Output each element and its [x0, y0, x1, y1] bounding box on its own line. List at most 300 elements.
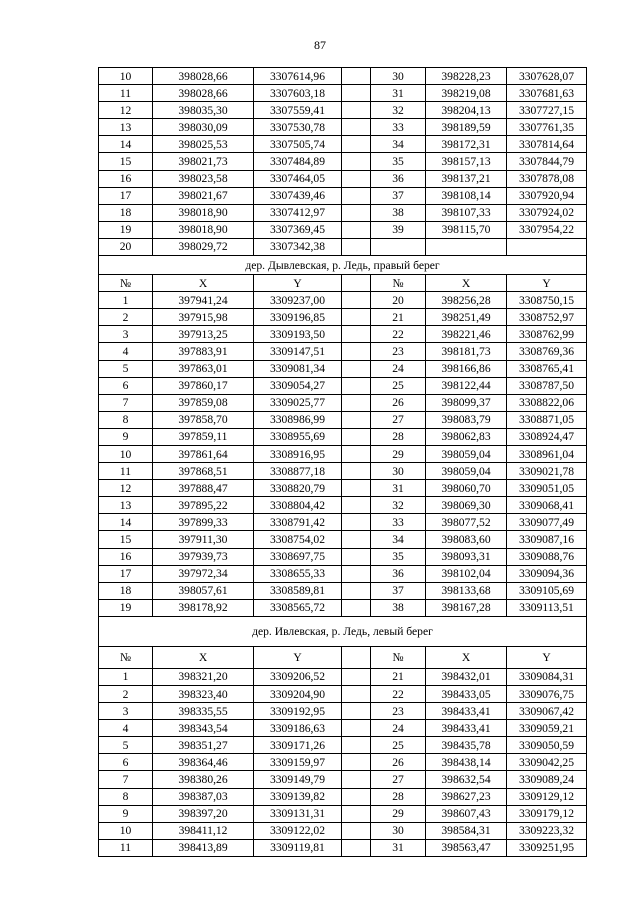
- spacer-cell: [342, 548, 371, 565]
- point-number-cell: 33: [371, 119, 426, 136]
- page-number: 87: [314, 38, 326, 52]
- spacer-cell: [342, 394, 371, 411]
- table-row: [99, 445, 587, 462]
- point-number-cell: 26: [371, 394, 426, 411]
- point-number-cell: 16: [99, 548, 153, 565]
- y-coordinate-cell: 3309025,77: [254, 394, 342, 411]
- spacer-cell: [342, 102, 371, 119]
- x-coordinate-cell: 398256,28: [426, 292, 507, 309]
- point-number-cell: 23: [371, 343, 426, 360]
- point-number-cell: 11: [99, 463, 153, 480]
- x-coordinate-cell: 397895,22: [153, 497, 254, 514]
- table-row: [99, 686, 587, 703]
- spacer-cell: [342, 788, 371, 805]
- x-coordinate-cell: 398025,53: [153, 136, 254, 153]
- table-row: [99, 805, 587, 822]
- section-title-row: [99, 616, 587, 646]
- table-row: [99, 136, 587, 153]
- spacer-cell: [342, 68, 371, 85]
- x-coordinate-cell: 398099,37: [426, 394, 507, 411]
- spacer-cell: [342, 360, 371, 377]
- x-coordinate-cell: 398028,66: [153, 68, 254, 85]
- point-number-cell: 21: [371, 309, 426, 326]
- point-number-cell: 12: [99, 102, 153, 119]
- table-row: [99, 771, 587, 788]
- y-coordinate-cell: 3309251,95: [507, 839, 587, 856]
- point-number-cell: 26: [371, 754, 426, 771]
- y-coordinate-cell: 3307628,07: [507, 68, 587, 85]
- y-coordinate-cell: 3308791,42: [254, 514, 342, 531]
- x-coordinate-cell: 398411,12: [153, 822, 254, 839]
- table-row: [99, 204, 587, 221]
- table-row: [99, 668, 587, 685]
- point-number-cell: 4: [99, 720, 153, 737]
- x-coordinate-cell: 398627,23: [426, 788, 507, 805]
- point-number-cell: 32: [371, 102, 426, 119]
- x-coordinate-cell: 397939,73: [153, 548, 254, 565]
- spacer-cell: [342, 805, 371, 822]
- y-coordinate-cell: 3309068,41: [507, 497, 587, 514]
- point-number-cell: 34: [371, 136, 426, 153]
- point-number-cell: 16: [99, 170, 153, 187]
- point-number-cell: 9: [99, 428, 153, 445]
- spacer-cell: [342, 275, 371, 292]
- y-coordinate-cell: 3307878,08: [507, 170, 587, 187]
- spacer-cell: [342, 119, 371, 136]
- point-number-cell: 34: [371, 531, 426, 548]
- table-row: [99, 68, 587, 85]
- table-row: [99, 119, 587, 136]
- y-coordinate-cell: 3309050,59: [507, 737, 587, 754]
- point-number-cell: 6: [99, 754, 153, 771]
- point-number-cell: 32: [371, 497, 426, 514]
- x-coordinate-cell: 398030,09: [153, 119, 254, 136]
- point-number-cell: 31: [371, 839, 426, 856]
- table-row: [99, 737, 587, 754]
- y-coordinate-cell: 3308924,47: [507, 428, 587, 445]
- x-coordinate-cell: 398387,03: [153, 788, 254, 805]
- spacer-cell: [342, 136, 371, 153]
- point-number-cell: 22: [371, 686, 426, 703]
- x-coordinate-cell: 397888,47: [153, 480, 254, 497]
- y-coordinate-cell: 3307530,78: [254, 119, 342, 136]
- table-row: [99, 822, 587, 839]
- y-coordinate-cell: 3309089,24: [507, 771, 587, 788]
- y-coordinate-cell: 3308655,33: [254, 565, 342, 582]
- x-coordinate-cell: 398102,04: [426, 565, 507, 582]
- point-number-cell: 13: [99, 497, 153, 514]
- table-row: [99, 85, 587, 102]
- x-coordinate-cell: 398323,40: [153, 686, 254, 703]
- x-coordinate-cell: 398251,49: [426, 309, 507, 326]
- point-number-cell: 14: [99, 514, 153, 531]
- x-coordinate-cell: 397911,30: [153, 531, 254, 548]
- y-coordinate-cell: 3309192,95: [254, 703, 342, 720]
- point-number-cell: 30: [371, 68, 426, 85]
- point-number-cell: 24: [371, 360, 426, 377]
- y-coordinate-cell: 3307761,35: [507, 119, 587, 136]
- y-coordinate-cell: 3309206,52: [254, 668, 342, 685]
- spacer-cell: [342, 599, 371, 616]
- point-number-cell: 20: [99, 238, 153, 255]
- y-coordinate-cell: 3308916,95: [254, 445, 342, 462]
- x-coordinate-cell: 398380,26: [153, 771, 254, 788]
- x-coordinate-cell: 397858,70: [153, 411, 254, 428]
- x-coordinate-cell: 398607,43: [426, 805, 507, 822]
- y-coordinate-cell: 3309131,31: [254, 805, 342, 822]
- table-row: [99, 187, 587, 204]
- x-coordinate-cell: 398035,30: [153, 102, 254, 119]
- x-coordinate-cell: 398029,72: [153, 238, 254, 255]
- x-coordinate-cell: [426, 238, 507, 255]
- point-number-cell: 2: [99, 686, 153, 703]
- point-number-cell: 17: [99, 187, 153, 204]
- x-coordinate-cell: 398397,20: [153, 805, 254, 822]
- x-coordinate-cell: 398632,54: [426, 771, 507, 788]
- y-coordinate-cell: 3307559,41: [254, 102, 342, 119]
- point-number-cell: 33: [371, 514, 426, 531]
- point-number-cell: 23: [371, 703, 426, 720]
- table-row: [99, 703, 587, 720]
- point-number-cell: 8: [99, 788, 153, 805]
- section-title-row: [99, 256, 587, 275]
- x-coordinate-cell: 398181,73: [426, 343, 507, 360]
- point-number-cell: 35: [371, 548, 426, 565]
- x-coordinate-cell: X: [153, 275, 254, 292]
- spacer-cell: [342, 480, 371, 497]
- y-coordinate-cell: 3308822,06: [507, 394, 587, 411]
- y-coordinate-cell: 3307412,97: [254, 204, 342, 221]
- y-coordinate-cell: 3309076,75: [507, 686, 587, 703]
- table-row: [99, 360, 587, 377]
- x-coordinate-cell: 398335,55: [153, 703, 254, 720]
- point-number-cell: 10: [99, 68, 153, 85]
- point-number-cell: 27: [371, 771, 426, 788]
- table-row: [99, 343, 587, 360]
- point-number-cell: 7: [99, 394, 153, 411]
- y-coordinate-cell: 3309021,78: [507, 463, 587, 480]
- y-coordinate-cell: 3309122,02: [254, 822, 342, 839]
- point-number-cell: 13: [99, 119, 153, 136]
- point-number-cell: [371, 238, 426, 255]
- x-coordinate-cell: 398093,31: [426, 548, 507, 565]
- x-coordinate-cell: 398219,08: [426, 85, 507, 102]
- y-coordinate-cell: 3309179,12: [507, 805, 587, 822]
- y-coordinate-cell: 3309159,97: [254, 754, 342, 771]
- y-coordinate-cell: 3309129,12: [507, 788, 587, 805]
- point-number-cell: 21: [371, 668, 426, 685]
- point-number-cell: 6: [99, 377, 153, 394]
- spacer-cell: [342, 686, 371, 703]
- y-coordinate-cell: 3308871,05: [507, 411, 587, 428]
- spacer-cell: [342, 326, 371, 343]
- y-coordinate-cell: 3308762,99: [507, 326, 587, 343]
- point-number-cell: №: [99, 646, 153, 668]
- x-coordinate-cell: 398433,05: [426, 686, 507, 703]
- y-coordinate-cell: 3309147,51: [254, 343, 342, 360]
- y-coordinate-cell: 3307505,74: [254, 136, 342, 153]
- point-number-cell: 17: [99, 565, 153, 582]
- point-number-cell: 9: [99, 805, 153, 822]
- point-number-cell: 7: [99, 771, 153, 788]
- spacer-cell: [342, 153, 371, 170]
- spacer-cell: [342, 497, 371, 514]
- point-number-cell: 10: [99, 445, 153, 462]
- x-coordinate-cell: 397972,34: [153, 565, 254, 582]
- point-number-cell: 18: [99, 582, 153, 599]
- y-coordinate-cell: Y: [507, 275, 587, 292]
- point-number-cell: 1: [99, 668, 153, 685]
- table-row: [99, 102, 587, 119]
- point-number-cell: 19: [99, 221, 153, 238]
- y-coordinate-cell: 3309081,34: [254, 360, 342, 377]
- point-number-cell: 28: [371, 788, 426, 805]
- y-coordinate-cell: 3309051,05: [507, 480, 587, 497]
- point-number-cell: 14: [99, 136, 153, 153]
- y-coordinate-cell: 3307727,15: [507, 102, 587, 119]
- y-coordinate-cell: 3309119,81: [254, 839, 342, 856]
- point-number-cell: 4: [99, 343, 153, 360]
- x-coordinate-cell: 397861,64: [153, 445, 254, 462]
- spacer-cell: [342, 238, 371, 255]
- table-row: [99, 238, 587, 255]
- x-coordinate-cell: 398115,70: [426, 221, 507, 238]
- point-number-cell: 5: [99, 737, 153, 754]
- y-coordinate-cell: 3307844,79: [507, 153, 587, 170]
- x-coordinate-cell: 398228,23: [426, 68, 507, 85]
- y-coordinate-cell: 3309237,00: [254, 292, 342, 309]
- y-coordinate-cell: 3309042,25: [507, 754, 587, 771]
- spacer-cell: [342, 463, 371, 480]
- x-coordinate-cell: 398083,60: [426, 531, 507, 548]
- spacer-cell: [342, 204, 371, 221]
- spacer-cell: [342, 720, 371, 737]
- x-coordinate-cell: 398018,90: [153, 221, 254, 238]
- x-coordinate-cell: 398108,14: [426, 187, 507, 204]
- spacer-cell: [342, 822, 371, 839]
- x-coordinate-cell: 398584,31: [426, 822, 507, 839]
- point-number-cell: 1: [99, 292, 153, 309]
- spacer-cell: [342, 170, 371, 187]
- x-coordinate-cell: 398062,83: [426, 428, 507, 445]
- table-row: [99, 326, 587, 343]
- point-number-cell: 15: [99, 153, 153, 170]
- point-number-cell: 12: [99, 480, 153, 497]
- table-row: [99, 514, 587, 531]
- y-coordinate-cell: 3309193,50: [254, 326, 342, 343]
- y-coordinate-cell: Y: [507, 646, 587, 668]
- point-number-cell: 38: [371, 204, 426, 221]
- x-coordinate-cell: 398438,14: [426, 754, 507, 771]
- spacer-cell: [342, 514, 371, 531]
- y-coordinate-cell: 3309094,36: [507, 565, 587, 582]
- x-coordinate-cell: 398563,47: [426, 839, 507, 856]
- spacer-cell: [342, 85, 371, 102]
- y-coordinate-cell: 3309113,51: [507, 599, 587, 616]
- table-row: [99, 153, 587, 170]
- y-coordinate-cell: 3307681,63: [507, 85, 587, 102]
- y-coordinate-cell: 3308697,75: [254, 548, 342, 565]
- point-number-cell: 31: [371, 480, 426, 497]
- point-number-cell: 38: [371, 599, 426, 616]
- x-coordinate-cell: 398435,78: [426, 737, 507, 754]
- point-number-cell: 8: [99, 411, 153, 428]
- x-coordinate-cell: 397941,24: [153, 292, 254, 309]
- x-coordinate-cell: 398028,66: [153, 85, 254, 102]
- table-row: [99, 394, 587, 411]
- y-coordinate-cell: 3307954,22: [507, 221, 587, 238]
- x-coordinate-cell: 398432,01: [426, 668, 507, 685]
- y-coordinate-cell: 3308750,15: [507, 292, 587, 309]
- point-number-cell: 36: [371, 170, 426, 187]
- table-row: [99, 309, 587, 326]
- x-coordinate-cell: 398321,20: [153, 668, 254, 685]
- x-coordinate-cell: 398023,58: [153, 170, 254, 187]
- x-coordinate-cell: 398167,28: [426, 599, 507, 616]
- x-coordinate-cell: 397883,91: [153, 343, 254, 360]
- section-title: дер. Дывлевская, р. Ледь, правый берег: [99, 256, 587, 275]
- y-coordinate-cell: 3308961,04: [507, 445, 587, 462]
- y-coordinate-cell: 3308752,97: [507, 309, 587, 326]
- point-number-cell: 3: [99, 703, 153, 720]
- point-number-cell: 22: [371, 326, 426, 343]
- header-row: [99, 646, 587, 668]
- point-number-cell: 37: [371, 582, 426, 599]
- x-coordinate-cell: 398083,79: [426, 411, 507, 428]
- point-number-cell: 19: [99, 599, 153, 616]
- point-number-cell: 5: [99, 360, 153, 377]
- y-coordinate-cell: 3307484,89: [254, 153, 342, 170]
- x-coordinate-cell: 398166,86: [426, 360, 507, 377]
- spacer-cell: [342, 187, 371, 204]
- y-coordinate-cell: 3308986,99: [254, 411, 342, 428]
- y-coordinate-cell: 3309204,90: [254, 686, 342, 703]
- spacer-cell: [342, 292, 371, 309]
- point-number-cell: 3: [99, 326, 153, 343]
- spacer-cell: [342, 737, 371, 754]
- y-coordinate-cell: 3307603,18: [254, 85, 342, 102]
- spacer-cell: [342, 839, 371, 856]
- x-coordinate-cell: X: [153, 646, 254, 668]
- y-coordinate-cell: 3308877,18: [254, 463, 342, 480]
- spacer-cell: [342, 343, 371, 360]
- table-row: [99, 754, 587, 771]
- y-coordinate-cell: 3309105,69: [507, 582, 587, 599]
- header-row: [99, 275, 587, 292]
- table-row: [99, 480, 587, 497]
- table-row: [99, 497, 587, 514]
- point-number-cell: 29: [371, 805, 426, 822]
- y-coordinate-cell: 3307369,45: [254, 221, 342, 238]
- table-row: [99, 377, 587, 394]
- x-coordinate-cell: 398364,46: [153, 754, 254, 771]
- x-coordinate-cell: 398122,44: [426, 377, 507, 394]
- table-row: [99, 463, 587, 480]
- point-number-cell: №: [371, 646, 426, 668]
- table-row: [99, 599, 587, 616]
- y-coordinate-cell: 3307814,64: [507, 136, 587, 153]
- point-number-cell: 2: [99, 309, 153, 326]
- x-coordinate-cell: 398021,73: [153, 153, 254, 170]
- coordinates-table: [98, 67, 587, 857]
- x-coordinate-cell: 398057,61: [153, 582, 254, 599]
- table-row: [99, 531, 587, 548]
- point-number-cell: 31: [371, 85, 426, 102]
- spacer-cell: [342, 428, 371, 445]
- x-coordinate-cell: 398018,90: [153, 204, 254, 221]
- y-coordinate-cell: 3307614,96: [254, 68, 342, 85]
- x-coordinate-cell: 398172,31: [426, 136, 507, 153]
- y-coordinate-cell: [507, 238, 587, 255]
- point-number-cell: 11: [99, 839, 153, 856]
- y-coordinate-cell: 3308787,50: [507, 377, 587, 394]
- table-row: [99, 582, 587, 599]
- point-number-cell: 37: [371, 187, 426, 204]
- x-coordinate-cell: 398059,04: [426, 463, 507, 480]
- y-coordinate-cell: Y: [254, 275, 342, 292]
- point-number-cell: 20: [371, 292, 426, 309]
- x-coordinate-cell: 398077,52: [426, 514, 507, 531]
- table-row: [99, 788, 587, 805]
- point-number-cell: 36: [371, 565, 426, 582]
- x-coordinate-cell: 398433,41: [426, 703, 507, 720]
- y-coordinate-cell: 3309088,76: [507, 548, 587, 565]
- point-number-cell: 18: [99, 204, 153, 221]
- point-number-cell: 30: [371, 822, 426, 839]
- y-coordinate-cell: 3309171,26: [254, 737, 342, 754]
- table-row: [99, 411, 587, 428]
- table-row: [99, 720, 587, 737]
- x-coordinate-cell: X: [426, 646, 507, 668]
- spacer-cell: [342, 703, 371, 720]
- x-coordinate-cell: 398137,21: [426, 170, 507, 187]
- x-coordinate-cell: 397863,01: [153, 360, 254, 377]
- y-coordinate-cell: 3309084,31: [507, 668, 587, 685]
- y-coordinate-cell: 3307924,02: [507, 204, 587, 221]
- spacer-cell: [342, 221, 371, 238]
- table-row: [99, 428, 587, 445]
- x-coordinate-cell: 398433,41: [426, 720, 507, 737]
- spacer-cell: [342, 582, 371, 599]
- y-coordinate-cell: 3308765,41: [507, 360, 587, 377]
- x-coordinate-cell: 398413,89: [153, 839, 254, 856]
- x-coordinate-cell: 398178,92: [153, 599, 254, 616]
- y-coordinate-cell: Y: [254, 646, 342, 668]
- x-coordinate-cell: 398060,70: [426, 480, 507, 497]
- y-coordinate-cell: 3309067,42: [507, 703, 587, 720]
- spacer-cell: [342, 411, 371, 428]
- x-coordinate-cell: 398069,30: [426, 497, 507, 514]
- x-coordinate-cell: 398107,33: [426, 204, 507, 221]
- point-number-cell: 11: [99, 85, 153, 102]
- point-number-cell: 25: [371, 377, 426, 394]
- spacer-cell: [342, 668, 371, 685]
- y-coordinate-cell: 3308804,42: [254, 497, 342, 514]
- spacer-cell: [342, 771, 371, 788]
- point-number-cell: 24: [371, 720, 426, 737]
- x-coordinate-cell: 398221,46: [426, 326, 507, 343]
- y-coordinate-cell: 3309186,63: [254, 720, 342, 737]
- point-number-cell: 15: [99, 531, 153, 548]
- y-coordinate-cell: 3309087,16: [507, 531, 587, 548]
- x-coordinate-cell: 398021,67: [153, 187, 254, 204]
- point-number-cell: 28: [371, 428, 426, 445]
- y-coordinate-cell: 3309054,27: [254, 377, 342, 394]
- y-coordinate-cell: 3309059,21: [507, 720, 587, 737]
- y-coordinate-cell: 3309149,79: [254, 771, 342, 788]
- y-coordinate-cell: 3308769,36: [507, 343, 587, 360]
- x-coordinate-cell: 398059,04: [426, 445, 507, 462]
